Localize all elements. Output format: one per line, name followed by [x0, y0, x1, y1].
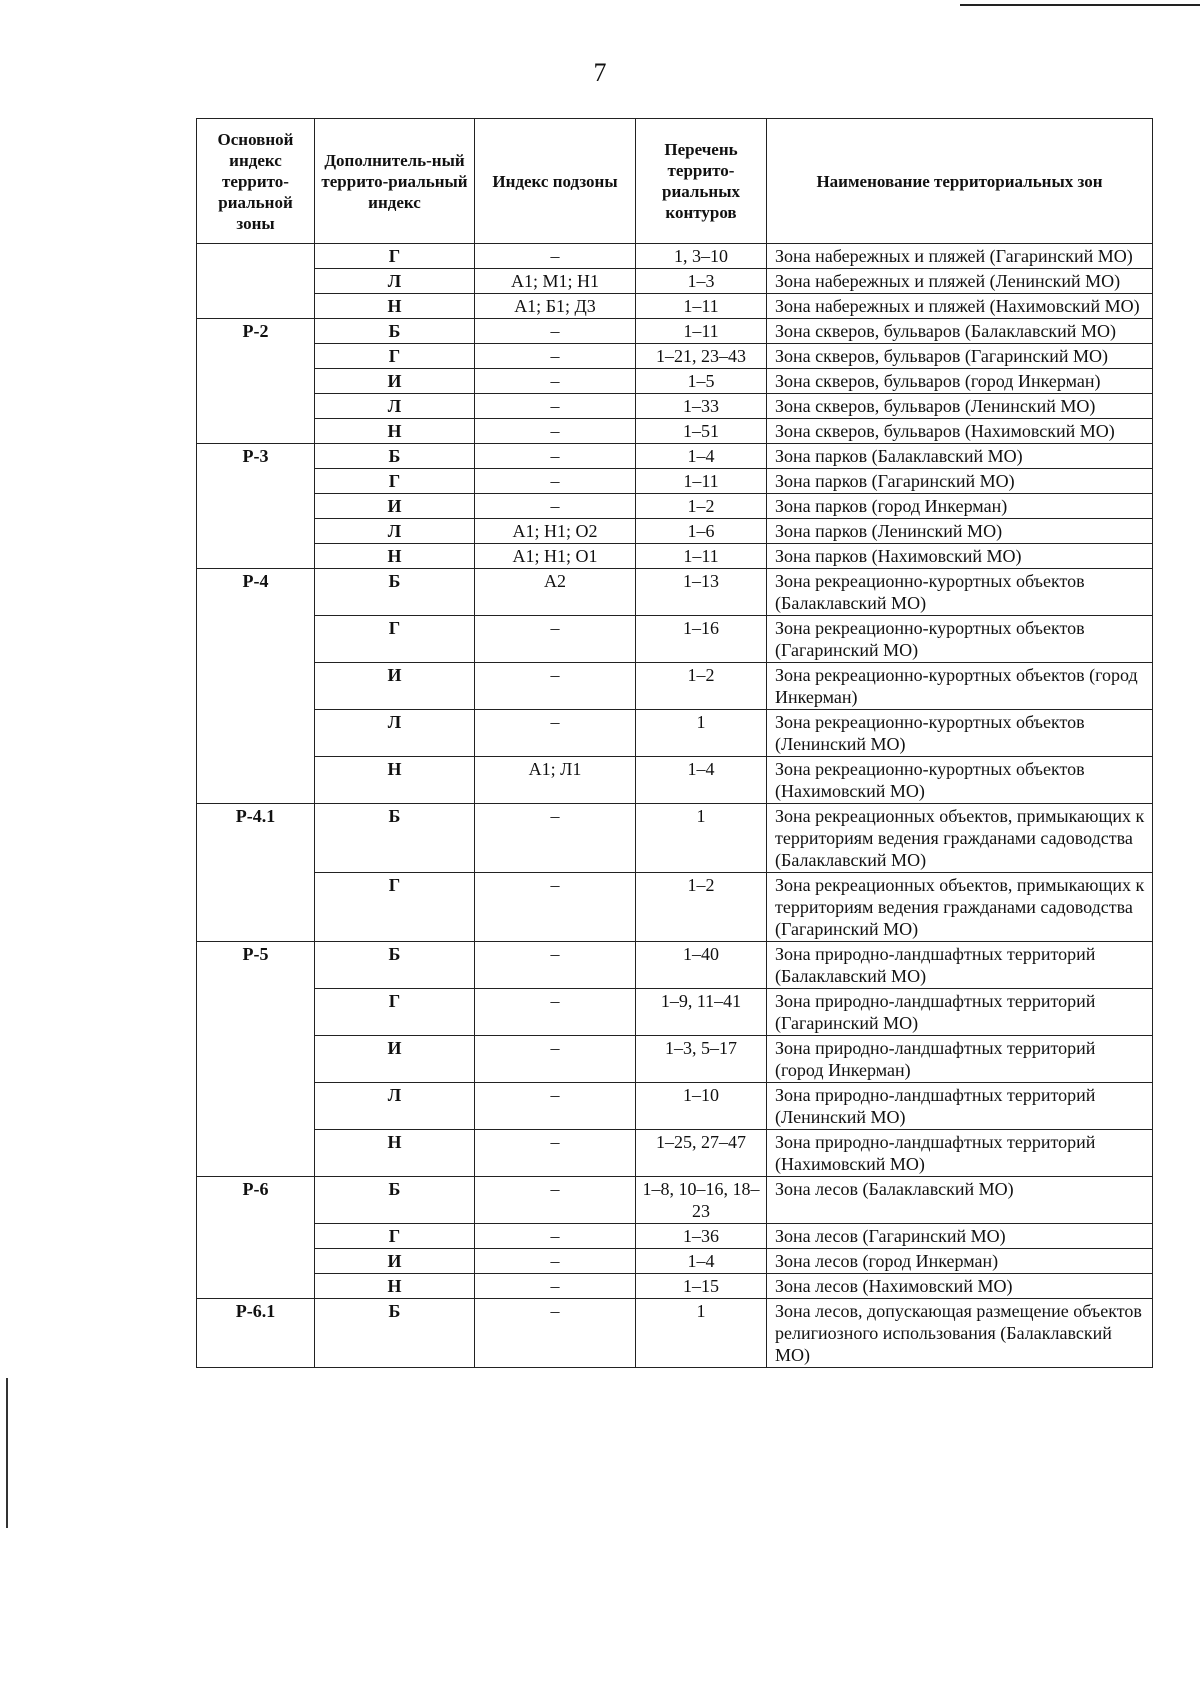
cell-contours: 1–4 — [636, 444, 767, 469]
cell-subzone-index: – — [475, 1299, 636, 1368]
cell-contours: 1–6 — [636, 519, 767, 544]
cell-contours: 1–8, 10–16, 18–23 — [636, 1177, 767, 1224]
cell-zone-name: Зона скверов, бульваров (город Инкерман) — [767, 369, 1153, 394]
cell-zone-name: Зона скверов, бульваров (Нахимовский МО) — [767, 419, 1153, 444]
cell-subzone-index: – — [475, 344, 636, 369]
cell-subzone-index: – — [475, 1130, 636, 1177]
cell-subzone-index: – — [475, 873, 636, 942]
cell-zone-name: Зона природно-ландшафтных территорий (Гагаринский МО) — [767, 989, 1153, 1036]
cell-subzone-index: А2 — [475, 569, 636, 616]
cell-zone-name: Зона лесов (Балаклавский МО) — [767, 1177, 1153, 1224]
table-row — [197, 419, 1153, 444]
cell-additional-index: Г — [315, 469, 475, 494]
cell-zone-name: Зона парков (Балаклавский МО) — [767, 444, 1153, 469]
table-header-row — [197, 119, 1153, 244]
cell-subzone-index: – — [475, 394, 636, 419]
table-row — [197, 1177, 1153, 1224]
cell-contours: 1–2 — [636, 663, 767, 710]
cell-additional-index: Н — [315, 757, 475, 804]
table-row — [197, 269, 1153, 294]
table-row — [197, 444, 1153, 469]
cell-zone-name: Зона скверов, бульваров (Гагаринский МО) — [767, 344, 1153, 369]
cell-additional-index: Б — [315, 569, 475, 616]
cell-zone-name: Зона лесов (Гагаринский МО) — [767, 1224, 1153, 1249]
table-row — [197, 873, 1153, 942]
table-row — [197, 616, 1153, 663]
cell-additional-index: Б — [315, 804, 475, 873]
cell-subzone-index: – — [475, 1177, 636, 1224]
cell-contours: 1 — [636, 710, 767, 757]
header-zone-name: Наименование территориальных зон — [767, 119, 1153, 244]
cell-subzone-index: А1; Л1 — [475, 757, 636, 804]
cell-zone-name: Зона рекреационно-курортных объектов (город Инкерман) — [767, 663, 1153, 710]
cell-zone-name: Зона парков (Гагаринский МО) — [767, 469, 1153, 494]
cell-contours: 1–10 — [636, 1083, 767, 1130]
cell-additional-index: Н — [315, 544, 475, 569]
cell-contours: 1–25, 27–47 — [636, 1130, 767, 1177]
cell-subzone-index: – — [475, 419, 636, 444]
cell-main-index: Р-6 — [197, 1177, 315, 1299]
cell-main-index: Р-2 — [197, 319, 315, 444]
cell-contours: 1–5 — [636, 369, 767, 394]
cell-subzone-index: – — [475, 444, 636, 469]
cell-contours: 1–2 — [636, 873, 767, 942]
table-row — [197, 757, 1153, 804]
table-row — [197, 394, 1153, 419]
cell-subzone-index: – — [475, 469, 636, 494]
cell-additional-index: Н — [315, 1274, 475, 1299]
cell-zone-name: Зона парков (город Инкерман) — [767, 494, 1153, 519]
cell-contours: 1–51 — [636, 419, 767, 444]
cell-subzone-index: – — [475, 616, 636, 663]
cell-additional-index: Б — [315, 319, 475, 344]
cell-additional-index: Н — [315, 419, 475, 444]
cell-additional-index: Г — [315, 244, 475, 269]
table-body — [197, 244, 1153, 1368]
cell-subzone-index: – — [475, 494, 636, 519]
header-contours-list: Перечень террито-риальных контуров — [636, 119, 767, 244]
table-row — [197, 1224, 1153, 1249]
table-row — [197, 1274, 1153, 1299]
cell-additional-index: И — [315, 1036, 475, 1083]
cell-contours: 1–4 — [636, 757, 767, 804]
cell-contours: 1, 3–10 — [636, 244, 767, 269]
cell-additional-index: Б — [315, 942, 475, 989]
cell-zone-name: Зона природно-ландшафтных территорий (Нахимовский МО) — [767, 1130, 1153, 1177]
cell-zone-name: Зона лесов (Нахимовский МО) — [767, 1274, 1153, 1299]
cell-additional-index: Л — [315, 269, 475, 294]
cell-subzone-index: – — [475, 244, 636, 269]
table-row — [197, 319, 1153, 344]
table-row — [197, 244, 1153, 269]
cell-subzone-index: А1; М1; Н1 — [475, 269, 636, 294]
table-row — [197, 1083, 1153, 1130]
cell-subzone-index: – — [475, 1083, 636, 1130]
cell-contours: 1–3 — [636, 269, 767, 294]
cell-subzone-index: А1; Н1; О2 — [475, 519, 636, 544]
cell-subzone-index: – — [475, 710, 636, 757]
table-row — [197, 1249, 1153, 1274]
table-row — [197, 294, 1153, 319]
zones-table — [196, 118, 1153, 1368]
cell-contours: 1 — [636, 1299, 767, 1368]
cell-contours: 1–11 — [636, 294, 767, 319]
table-row — [197, 663, 1153, 710]
cell-zone-name: Зона природно-ландшафтных территорий (Балаклавский МО) — [767, 942, 1153, 989]
cell-contours: 1–9, 11–41 — [636, 989, 767, 1036]
page-number: 7 — [593, 58, 607, 87]
cell-additional-index: И — [315, 369, 475, 394]
cell-main-index: Р-5 — [197, 942, 315, 1177]
cell-zone-name: Зона набережных и пляжей (Ленинский МО) — [767, 269, 1153, 294]
cell-additional-index: Л — [315, 1083, 475, 1130]
cell-contours: 1–33 — [636, 394, 767, 419]
cell-subzone-index: А1; Б1; Д3 — [475, 294, 636, 319]
cell-main-index: Р-4 — [197, 569, 315, 804]
cell-contours: 1–11 — [636, 469, 767, 494]
scan-margin-mark — [6, 1378, 8, 1528]
cell-subzone-index: – — [475, 1249, 636, 1274]
cell-zone-name: Зона скверов, бульваров (Балаклавский МО) — [767, 319, 1153, 344]
cell-subzone-index: – — [475, 942, 636, 989]
cell-subzone-index: – — [475, 369, 636, 394]
cell-zone-name: Зона природно-ландшафтных территорий (город Инкерман) — [767, 1036, 1153, 1083]
cell-contours: 1–15 — [636, 1274, 767, 1299]
cell-zone-name: Зона набережных и пляжей (Нахимовский МО) — [767, 294, 1153, 319]
cell-additional-index: Г — [315, 616, 475, 663]
table-row — [197, 469, 1153, 494]
table-row — [197, 1299, 1153, 1368]
cell-subzone-index: – — [475, 989, 636, 1036]
cell-additional-index: Л — [315, 710, 475, 757]
table-row — [197, 519, 1153, 544]
cell-contours: 1–40 — [636, 942, 767, 989]
table-row — [197, 344, 1153, 369]
table-row — [197, 710, 1153, 757]
cell-contours: 1–11 — [636, 544, 767, 569]
cell-zone-name: Зона рекреационно-курортных объектов (Балаклавский МО) — [767, 569, 1153, 616]
cell-contours: 1–2 — [636, 494, 767, 519]
cell-main-index: Р-4.1 — [197, 804, 315, 942]
table-row — [197, 1036, 1153, 1083]
cell-subzone-index: А1; Н1; О1 — [475, 544, 636, 569]
cell-zone-name: Зона рекреационно-курортных объектов (Гагаринский МО) — [767, 616, 1153, 663]
table-row — [197, 942, 1153, 989]
cell-subzone-index: – — [475, 1224, 636, 1249]
header-additional-index: Дополнитель-ный террито-риальный индекс — [315, 119, 475, 244]
table-row — [197, 569, 1153, 616]
cell-additional-index: Г — [315, 1224, 475, 1249]
cell-zone-name: Зона парков (Ленинский МО) — [767, 519, 1153, 544]
cell-additional-index: Н — [315, 1130, 475, 1177]
cell-subzone-index: – — [475, 804, 636, 873]
table-row — [197, 544, 1153, 569]
cell-contours: 1–36 — [636, 1224, 767, 1249]
cell-contours: 1–13 — [636, 569, 767, 616]
scan-edge-line — [960, 4, 1200, 6]
cell-zone-name: Зона набережных и пляжей (Гагаринский МО) — [767, 244, 1153, 269]
table-row — [197, 1130, 1153, 1177]
cell-contours: 1 — [636, 804, 767, 873]
cell-additional-index: Б — [315, 1299, 475, 1368]
cell-contours: 1–3, 5–17 — [636, 1036, 767, 1083]
cell-zone-name: Зона лесов, допускающая размещение объектов религиозного использования (Балаклавский МО) — [767, 1299, 1153, 1368]
table-row — [197, 804, 1153, 873]
cell-additional-index: Г — [315, 989, 475, 1036]
cell-additional-index: Н — [315, 294, 475, 319]
cell-zone-name: Зона скверов, бульваров (Ленинский МО) — [767, 394, 1153, 419]
cell-additional-index: Г — [315, 344, 475, 369]
header-subzone-index: Индекс подзоны — [475, 119, 636, 244]
cell-subzone-index: – — [475, 319, 636, 344]
cell-additional-index: Л — [315, 394, 475, 419]
cell-contours: 1–21, 23–43 — [636, 344, 767, 369]
cell-zone-name: Зона рекреационно-курортных объектов (Ленинский МО) — [767, 710, 1153, 757]
cell-additional-index: Б — [315, 444, 475, 469]
cell-additional-index: Г — [315, 873, 475, 942]
table-row — [197, 989, 1153, 1036]
cell-main-index — [197, 244, 315, 319]
cell-zone-name: Зона рекреационных объектов, примыкающих к территориям ведения гражданами садоводства (Балаклавский МО) — [767, 804, 1153, 873]
cell-zone-name: Зона рекреационных объектов, примыкающих к территориям ведения гражданами садоводства (Гагаринский МО) — [767, 873, 1153, 942]
cell-zone-name: Зона лесов (город Инкерман) — [767, 1249, 1153, 1274]
cell-zone-name: Зона природно-ландшафтных территорий (Ленинский МО) — [767, 1083, 1153, 1130]
cell-additional-index: И — [315, 494, 475, 519]
header-main-index: Основной индекс террито-риальной зоны — [197, 119, 315, 244]
cell-subzone-index: – — [475, 1036, 636, 1083]
cell-additional-index: Л — [315, 519, 475, 544]
cell-main-index: Р-3 — [197, 444, 315, 569]
cell-zone-name: Зона рекреационно-курортных объектов (Нахимовский МО) — [767, 757, 1153, 804]
cell-additional-index: И — [315, 1249, 475, 1274]
cell-zone-name: Зона парков (Нахимовский МО) — [767, 544, 1153, 569]
cell-contours: 1–16 — [636, 616, 767, 663]
table-row — [197, 369, 1153, 394]
table-row — [197, 494, 1153, 519]
cell-subzone-index: – — [475, 663, 636, 710]
cell-contours: 1–11 — [636, 319, 767, 344]
cell-subzone-index: – — [475, 1274, 636, 1299]
cell-main-index: Р-6.1 — [197, 1299, 315, 1368]
cell-additional-index: Б — [315, 1177, 475, 1224]
cell-contours: 1–4 — [636, 1249, 767, 1274]
cell-additional-index: И — [315, 663, 475, 710]
